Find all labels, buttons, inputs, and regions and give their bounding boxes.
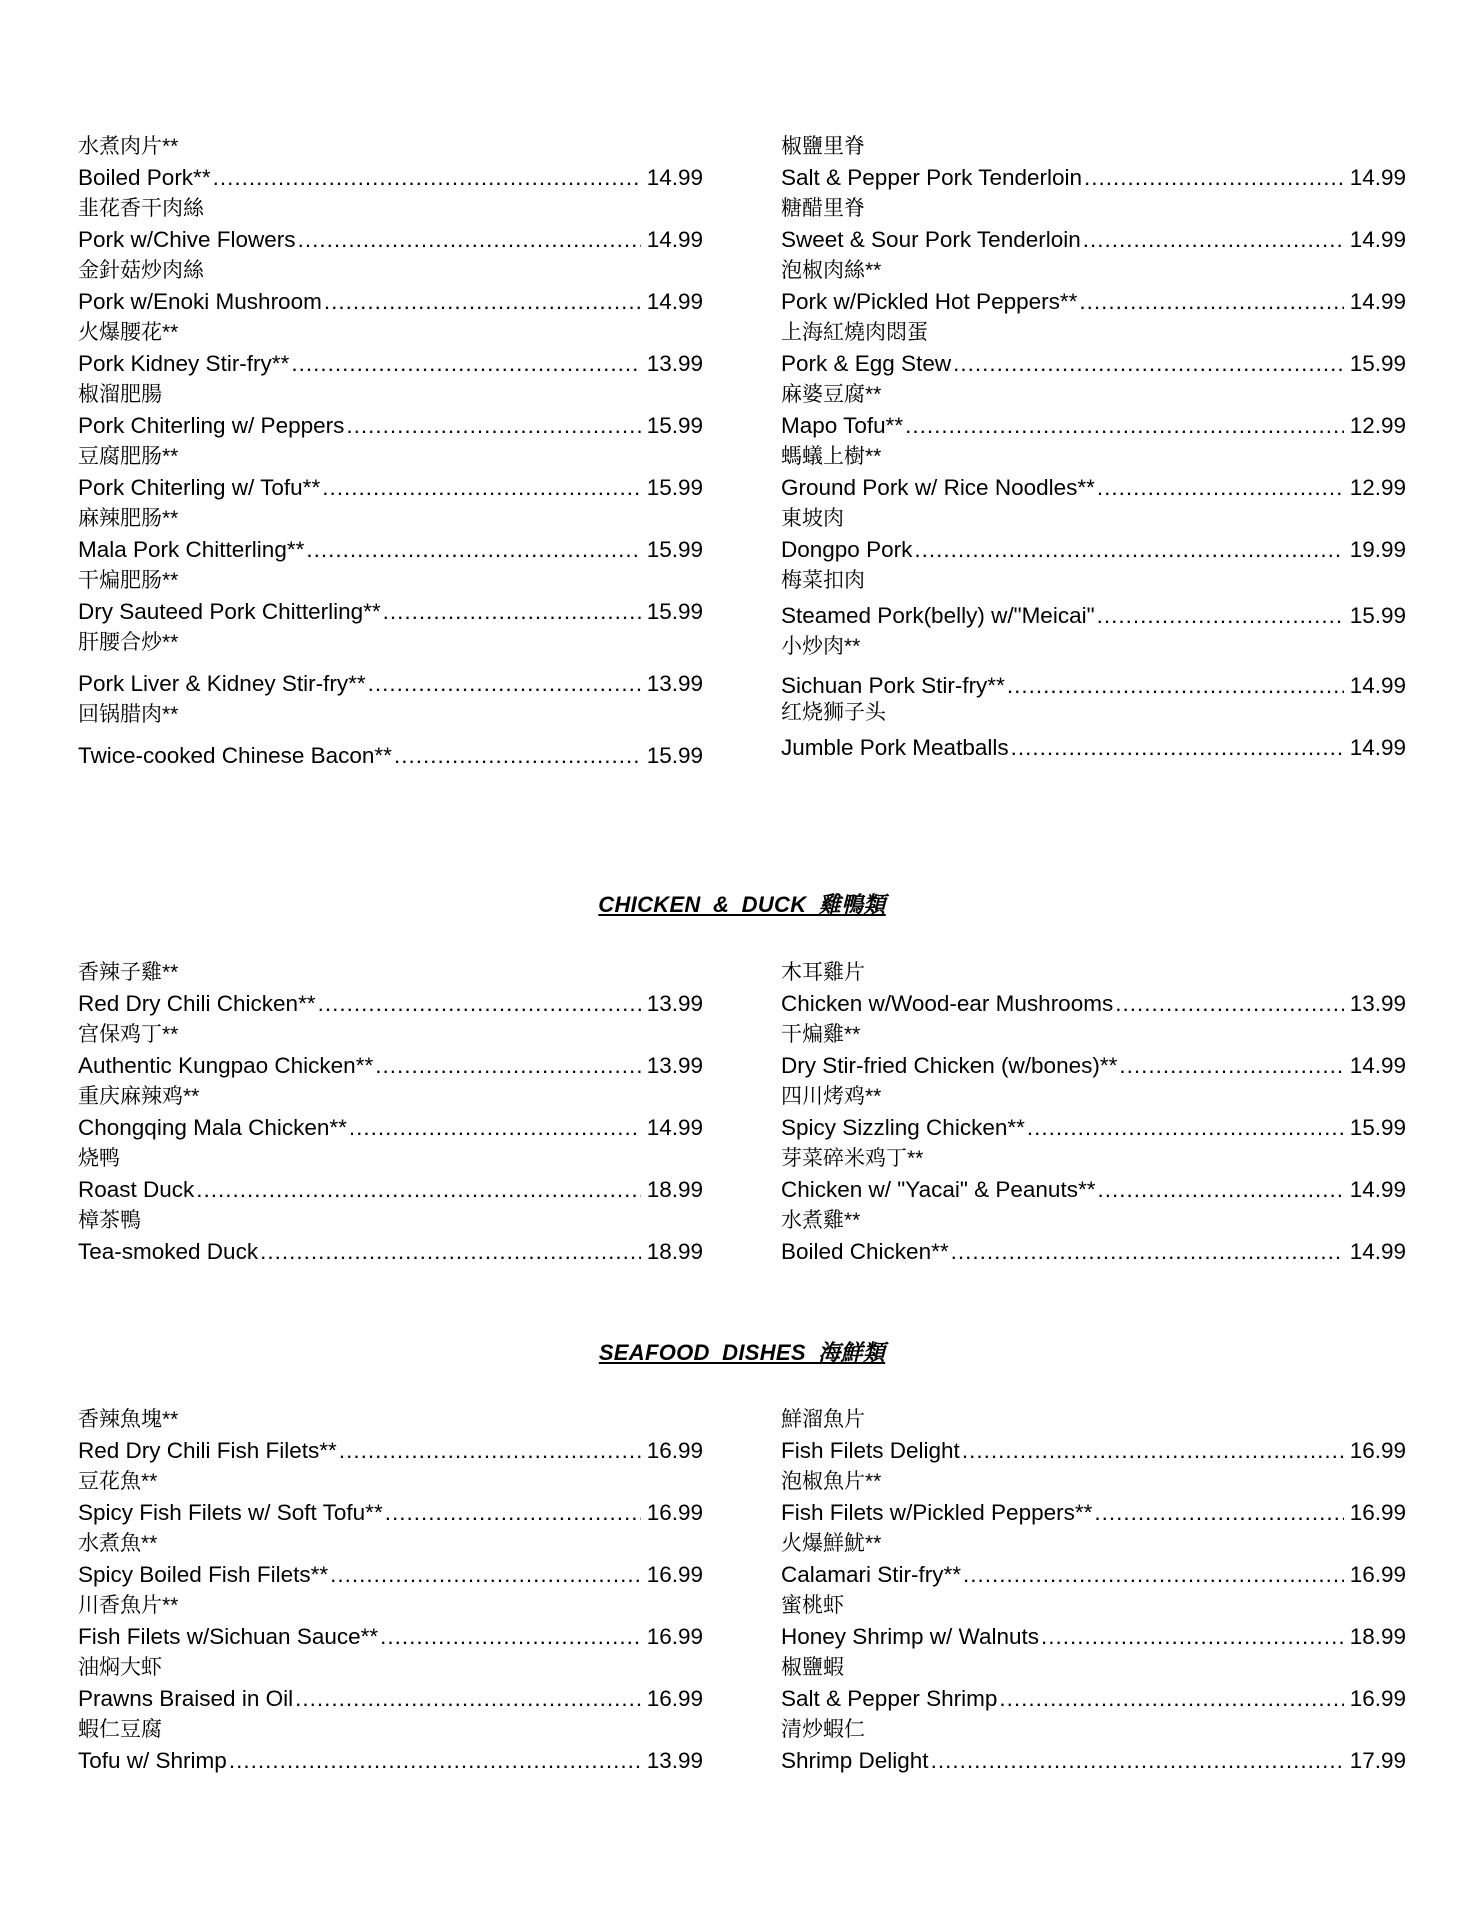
item-english-name: Shrimp Delight <box>781 1748 929 1773</box>
dot-leader <box>324 286 641 317</box>
item-chinese-name: 樟茶鴨 <box>78 1209 141 1232</box>
item-chinese-name: 螞蟻上樹** <box>781 445 882 468</box>
item-chinese-name: 川香魚片** <box>78 1594 179 1617</box>
item-english-name: Pork w/Chive Flowers <box>78 227 296 252</box>
dot-leader <box>260 1236 641 1267</box>
menu-item <box>78 256 703 318</box>
item-english-name: Authentic Kungpao Chicken** <box>78 1053 374 1078</box>
menu-item <box>78 318 703 380</box>
menu-item <box>78 504 703 566</box>
menu-item <box>781 632 1406 698</box>
chicken-duck-section <box>78 958 1406 1268</box>
item-english-name: Ground Pork w/ Rice Noodles** <box>781 475 1095 500</box>
item-price: 13.99 <box>646 1053 703 1078</box>
dot-leader <box>1115 988 1343 1019</box>
menu-item <box>781 1591 1406 1653</box>
dot-leader <box>1007 670 1344 701</box>
dot-leader <box>1097 472 1344 503</box>
item-price: 14.99 <box>1349 673 1406 698</box>
item-price: 13.99 <box>646 351 703 376</box>
item-english-name: Pork Chiterling w/ Peppers <box>78 413 345 438</box>
item-price: 16.99 <box>646 1562 703 1587</box>
item-price: 14.99 <box>646 165 703 190</box>
item-price: 16.99 <box>646 1686 703 1711</box>
item-price: 16.99 <box>1349 1562 1406 1587</box>
item-price: 14.99 <box>1349 1177 1406 1202</box>
dot-leader <box>905 410 1344 441</box>
item-chinese-name: 水煮魚** <box>78 1532 158 1555</box>
dot-leader <box>213 162 641 193</box>
menu-item <box>78 1715 703 1777</box>
item-chinese-name: 麻辣肥肠** <box>78 507 179 530</box>
menu-item <box>781 1467 1406 1529</box>
item-price: 16.99 <box>646 1500 703 1525</box>
menu-item <box>78 958 703 1020</box>
seafood-right-column <box>781 1405 1406 1777</box>
item-chinese-name: 油焖大虾 <box>78 1656 162 1679</box>
dot-leader <box>1041 1621 1344 1652</box>
item-english-name: Sweet & Sour Pork Tenderloin <box>781 227 1081 252</box>
item-english-name: Boiled Pork** <box>78 165 211 190</box>
item-english-name: Honey Shrimp w/ Walnuts <box>781 1624 1040 1649</box>
menu-item <box>781 1405 1406 1467</box>
item-chinese-name: 東坡肉 <box>781 507 844 530</box>
item-english-name: Red Dry Chili Fish Filets** <box>78 1438 337 1463</box>
chicken-right-column <box>781 958 1406 1268</box>
dot-leader <box>962 1435 1344 1466</box>
dot-leader <box>318 988 641 1019</box>
dot-leader <box>291 348 640 379</box>
item-price: 19.99 <box>1349 537 1406 562</box>
menu-item <box>78 194 703 256</box>
item-english-name: Mala Pork Chitterling** <box>78 537 305 562</box>
menu-item <box>78 628 703 700</box>
item-english-name: Pork Chiterling w/ Tofu** <box>78 475 321 500</box>
item-price: 15.99 <box>646 743 703 768</box>
pork-left-column <box>78 132 703 768</box>
item-english-name: Mapo Tofu** <box>781 413 904 438</box>
item-chinese-name: 糖醋里脊 <box>781 197 865 220</box>
seafood-left-column <box>78 1405 703 1777</box>
pork-section <box>78 132 1406 768</box>
dot-leader <box>931 1745 1344 1776</box>
item-price: 12.99 <box>1349 475 1406 500</box>
menu-item <box>781 1206 1406 1268</box>
item-english-name: Spicy Fish Filets w/ Soft Tofu** <box>78 1500 383 1525</box>
item-chinese-name: 宫保鸡丁** <box>78 1023 179 1046</box>
item-chinese-name: 鮮溜魚片 <box>781 1408 865 1431</box>
item-english-name: Dongpo Pork <box>781 537 913 562</box>
item-price: 14.99 <box>1349 227 1406 252</box>
item-chinese-name: 蜜桃虾 <box>781 1594 844 1617</box>
item-chinese-name: 重庆麻辣鸡** <box>78 1085 200 1108</box>
dot-leader <box>196 1174 640 1205</box>
menu-item <box>78 1653 703 1715</box>
item-price: 15.99 <box>1349 351 1406 376</box>
menu-item <box>781 442 1406 504</box>
item-price: 14.99 <box>1349 165 1406 190</box>
item-chinese-name: 水煮肉片** <box>78 135 179 158</box>
menu-item <box>78 700 703 768</box>
item-chinese-name: 蝦仁豆腐 <box>78 1718 162 1741</box>
item-english-name: Spicy Boiled Fish Filets** <box>78 1562 329 1587</box>
item-price: 15.99 <box>1349 1115 1406 1140</box>
dot-leader <box>229 1745 641 1776</box>
dot-leader <box>1097 600 1344 631</box>
item-price: 17.99 <box>1349 1748 1406 1773</box>
seafood-section <box>78 1405 1406 1777</box>
item-english-name: Pork Kidney Stir-fry** <box>78 351 290 376</box>
item-english-name: Sichuan Pork Stir-fry** <box>781 673 1005 698</box>
item-chinese-name: 香辣子雞** <box>78 961 179 984</box>
item-english-name: Jumble Pork Meatballs <box>781 735 1009 760</box>
item-price: 13.99 <box>1349 991 1406 1016</box>
dot-leader <box>914 534 1343 565</box>
item-price: 15.99 <box>646 537 703 562</box>
section-heading-chicken-duck: CHICKEN & DUCK 雞鴨類 <box>598 892 886 917</box>
dot-leader <box>1119 1050 1343 1081</box>
item-chinese-name: 小炒肉** <box>781 635 861 658</box>
menu-item <box>78 1467 703 1529</box>
item-english-name: Boiled Chicken** <box>781 1239 949 1264</box>
item-price: 16.99 <box>646 1624 703 1649</box>
item-price: 18.99 <box>1349 1624 1406 1649</box>
menu-item <box>781 1144 1406 1206</box>
item-price: 15.99 <box>646 413 703 438</box>
item-english-name: Red Dry Chili Chicken** <box>78 991 316 1016</box>
item-chinese-name: 烧鸭 <box>78 1147 120 1170</box>
item-english-name: Pork w/Pickled Hot Peppers** <box>781 289 1078 314</box>
item-price: 16.99 <box>646 1438 703 1463</box>
dot-leader <box>1083 224 1344 255</box>
menu-item <box>78 1144 703 1206</box>
menu-item <box>78 1591 703 1653</box>
dot-leader <box>346 410 640 441</box>
item-chinese-name: 肝腰合炒** <box>78 631 179 654</box>
item-english-name: Chicken w/Wood-ear Mushrooms <box>781 991 1114 1016</box>
dot-leader <box>380 1621 641 1652</box>
item-chinese-name: 干煸肥肠** <box>78 569 179 592</box>
item-chinese-name: 火爆腰花** <box>78 321 179 344</box>
menu-item <box>781 698 1406 760</box>
menu-item <box>781 1082 1406 1144</box>
dot-leader <box>1094 1497 1343 1528</box>
item-chinese-name: 四川烤鸡** <box>781 1085 882 1108</box>
item-price: 14.99 <box>1349 1053 1406 1078</box>
item-chinese-name: 红烧狮子头 <box>781 701 886 724</box>
item-english-name: Tofu w/ Shrimp <box>78 1748 227 1773</box>
item-price: 16.99 <box>1349 1686 1406 1711</box>
item-chinese-name: 麻婆豆腐** <box>781 383 882 406</box>
item-price: 14.99 <box>646 1115 703 1140</box>
item-price: 14.99 <box>646 227 703 252</box>
menu-item <box>781 194 1406 256</box>
item-chinese-name: 泡椒魚片** <box>781 1470 882 1493</box>
menu-item <box>78 1020 703 1082</box>
item-chinese-name: 金針菇炒肉絲 <box>78 259 204 282</box>
menu-item <box>781 132 1406 194</box>
item-price: 18.99 <box>646 1177 703 1202</box>
item-price: 14.99 <box>1349 1239 1406 1264</box>
item-english-name: Steamed Pork(belly) w/"Meicai" <box>781 603 1095 628</box>
section-heading-seafood: SEAFOOD DISHES 海鮮類 <box>598 1340 886 1365</box>
dot-leader <box>951 1236 1344 1267</box>
dot-leader <box>339 1435 641 1466</box>
menu-item <box>78 566 703 628</box>
item-english-name: Chongqing Mala Chicken** <box>78 1115 347 1140</box>
item-chinese-name: 木耳雞片 <box>781 961 865 984</box>
dot-leader <box>383 596 641 627</box>
item-price: 15.99 <box>1349 603 1406 628</box>
item-price: 14.99 <box>646 289 703 314</box>
item-chinese-name: 清炒蝦仁 <box>781 1718 865 1741</box>
dot-leader <box>349 1112 641 1143</box>
item-chinese-name: 芽菜碎米鸡丁** <box>781 1147 924 1170</box>
item-chinese-name: 梅菜扣肉 <box>781 569 865 592</box>
menu-item <box>78 1529 703 1591</box>
item-price: 14.99 <box>1349 289 1406 314</box>
item-english-name: Pork & Egg Stew <box>781 351 952 376</box>
dot-leader <box>306 534 640 565</box>
dot-leader <box>1027 1112 1344 1143</box>
dot-leader <box>330 1559 641 1590</box>
menu-item <box>78 442 703 504</box>
item-chinese-name: 椒鹽里脊 <box>781 135 865 158</box>
item-chinese-name: 泡椒肉絲** <box>781 259 882 282</box>
item-chinese-name: 回锅腊肉** <box>78 703 179 726</box>
dot-leader <box>385 1497 641 1528</box>
item-chinese-name: 火爆鮮魷** <box>781 1532 882 1555</box>
item-price: 13.99 <box>646 671 703 696</box>
menu-item <box>781 1715 1406 1777</box>
dot-leader <box>295 1683 641 1714</box>
item-english-name: Pork Liver & Kidney Stir-fry** <box>78 671 366 696</box>
item-price: 16.99 <box>1349 1438 1406 1463</box>
item-english-name: Chicken w/ "Yacai" & Peanuts** <box>781 1177 1096 1202</box>
item-chinese-name: 香辣魚塊** <box>78 1408 179 1431</box>
item-english-name: Fish Filets Delight <box>781 1438 960 1463</box>
item-english-name: Calamari Stir-fry** <box>781 1562 962 1587</box>
item-english-name: Pork w/Enoki Mushroom <box>78 289 322 314</box>
chicken-left-column <box>78 958 703 1268</box>
menu-item <box>78 132 703 194</box>
item-chinese-name: 水煮雞** <box>781 1209 861 1232</box>
item-english-name: Roast Duck <box>78 1177 195 1202</box>
dot-leader <box>1011 732 1344 763</box>
dot-leader <box>1084 162 1344 193</box>
dot-leader <box>394 740 641 771</box>
menu-item <box>78 1405 703 1467</box>
menu-item <box>78 1082 703 1144</box>
menu-item <box>781 256 1406 318</box>
item-english-name: Fish Filets w/Pickled Peppers** <box>781 1500 1093 1525</box>
dot-leader <box>953 348 1344 379</box>
dot-leader <box>368 668 641 699</box>
menu-item <box>781 958 1406 1020</box>
menu-item <box>781 1020 1406 1082</box>
item-english-name: Dry Stir-fried Chicken (w/bones)** <box>781 1053 1118 1078</box>
item-chinese-name: 豆腐肥肠** <box>78 445 179 468</box>
dot-leader <box>322 472 640 503</box>
dot-leader <box>999 1683 1343 1714</box>
dot-leader <box>1097 1174 1343 1205</box>
item-english-name: Tea-smoked Duck <box>78 1239 259 1264</box>
item-english-name: Salt & Pepper Pork Tenderloin <box>781 165 1083 190</box>
pork-right-column <box>781 132 1406 762</box>
dot-leader <box>963 1559 1344 1590</box>
item-english-name: Fish Filets w/Sichuan Sauce** <box>78 1624 379 1649</box>
menu-item <box>781 380 1406 442</box>
item-english-name: Twice-cooked Chinese Bacon** <box>78 743 392 768</box>
menu-item <box>78 380 703 442</box>
item-price: 12.99 <box>1349 413 1406 438</box>
item-price: 16.99 <box>1349 1500 1406 1525</box>
item-price: 14.99 <box>1349 735 1406 760</box>
item-price: 15.99 <box>646 475 703 500</box>
item-english-name: Dry Sauteed Pork Chitterling** <box>78 599 381 624</box>
dot-leader <box>1079 286 1343 317</box>
item-chinese-name: 韭花香干肉絲 <box>78 197 204 220</box>
item-price: 13.99 <box>646 991 703 1016</box>
item-price: 13.99 <box>646 1748 703 1773</box>
menu-item <box>781 318 1406 380</box>
dot-leader <box>375 1050 640 1081</box>
item-english-name: Spicy Sizzling Chicken** <box>781 1115 1025 1140</box>
menu-item <box>781 566 1406 632</box>
item-english-name: Salt & Pepper Shrimp <box>781 1686 998 1711</box>
item-price: 18.99 <box>646 1239 703 1264</box>
item-price: 15.99 <box>646 599 703 624</box>
dot-leader <box>298 224 641 255</box>
item-chinese-name: 椒鹽蝦 <box>781 1656 844 1679</box>
item-english-name: Prawns Braised in Oil <box>78 1686 294 1711</box>
item-chinese-name: 干煸雞** <box>781 1023 861 1046</box>
menu-item <box>781 1653 1406 1715</box>
menu-item <box>78 1206 703 1268</box>
menu-item <box>781 1529 1406 1591</box>
item-chinese-name: 豆花魚** <box>78 1470 158 1493</box>
item-chinese-name: 上海紅燒肉悶蛋 <box>781 321 928 344</box>
item-chinese-name: 椒溜肥腸 <box>78 383 162 406</box>
menu-item <box>781 504 1406 566</box>
